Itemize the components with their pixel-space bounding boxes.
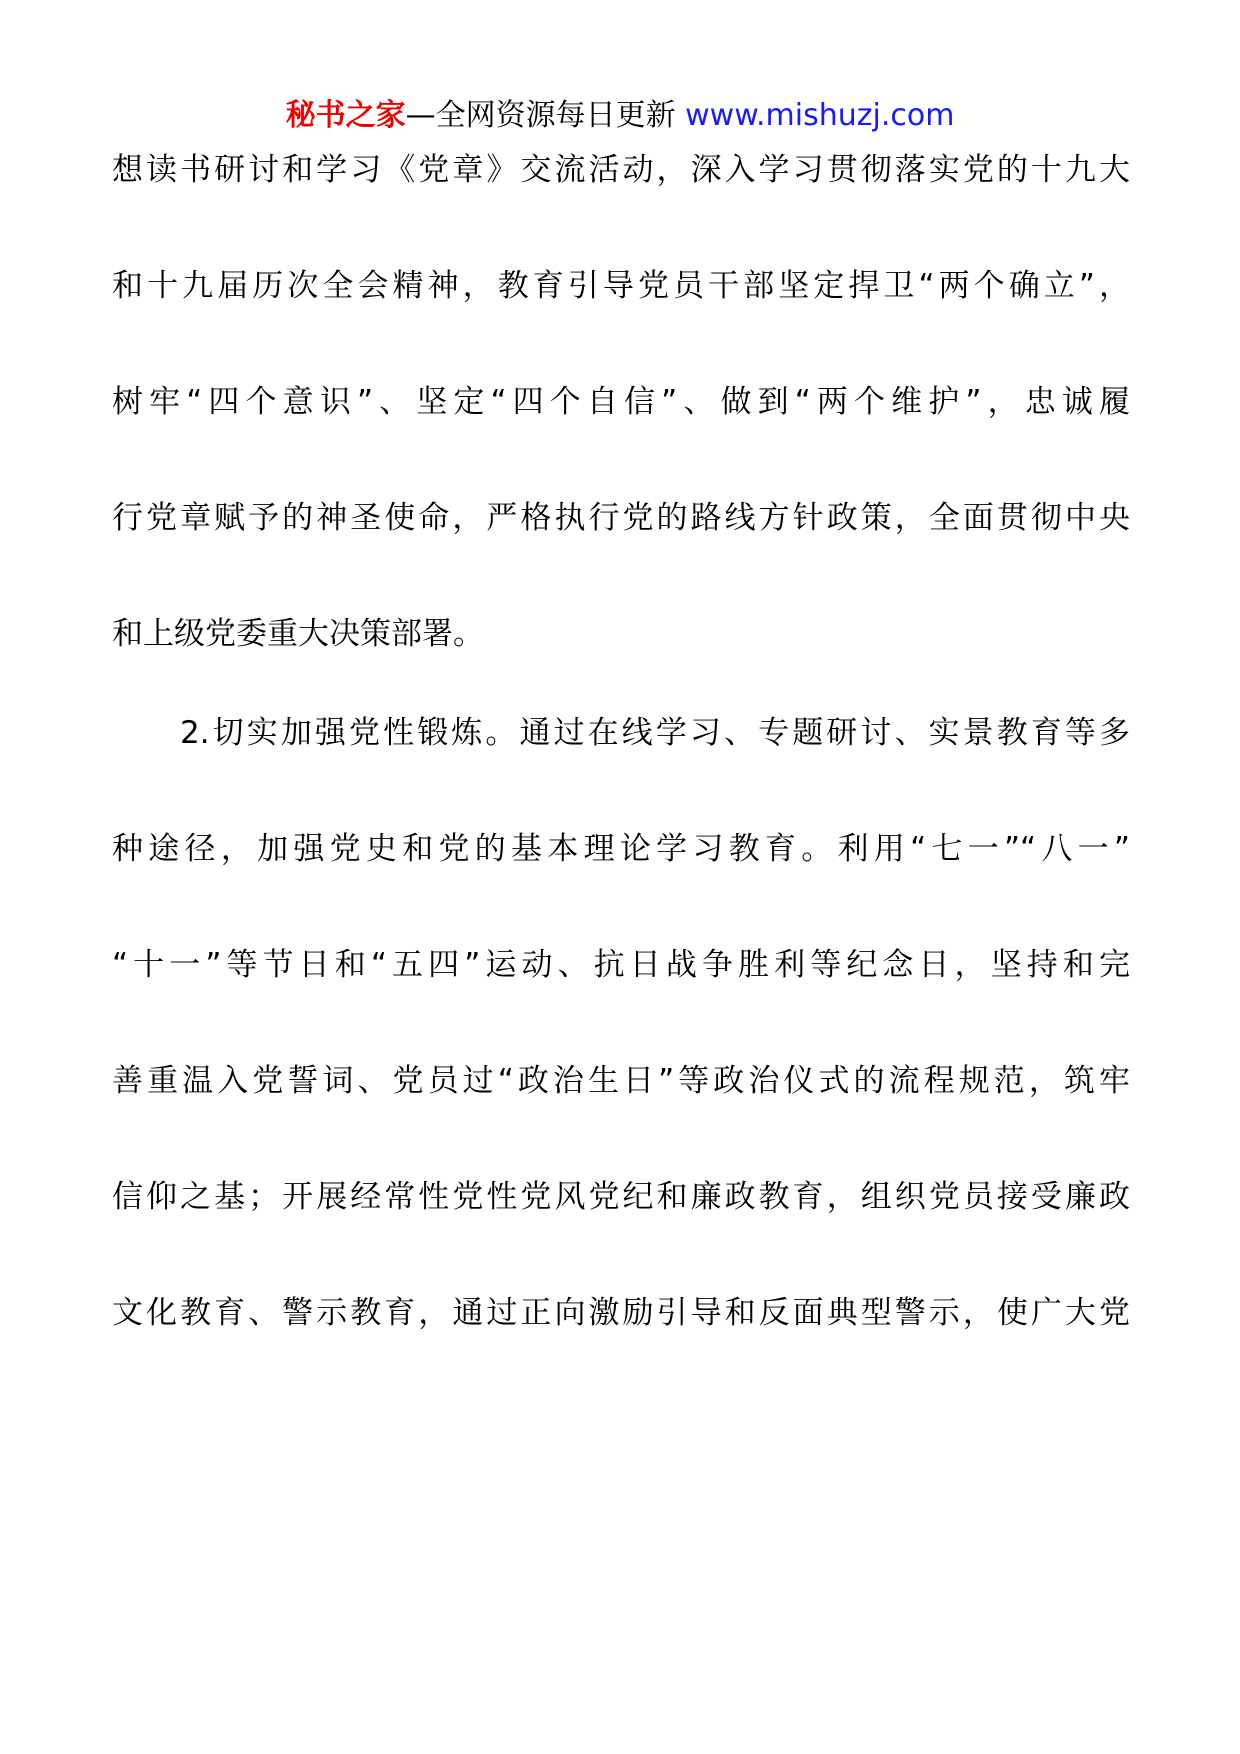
site-brand: 秘书之家 bbox=[285, 98, 406, 133]
site-header bbox=[0, 96, 1240, 136]
body-text-line-7: 种途径，加强党史和党的基本理论学习教育。利用“七一”“八一” bbox=[112, 831, 1130, 867]
body-text-line-4: 行党章赋予的神圣使命，严格执行党的路线方针政策，全面贯彻中央 bbox=[112, 500, 1130, 536]
paragraph-2-first-line: 2.切实加强党性锻炼。通过在线学习、专题研讨、实景教育等多 bbox=[180, 715, 1130, 751]
body-text-line-11: 文化教育、警示教育，通过正向激励引导和反面典型警示，使广大党 bbox=[112, 1295, 1130, 1331]
site-tagline: —全网资源每日更新 bbox=[405, 98, 676, 133]
body-text-line-3: 树牢“四个意识”、坚定“四个自信”、做到“两个维护”，忠诚履 bbox=[112, 384, 1130, 420]
body-text-line-2: 和十九届历次全会精神，教育引导党员干部坚定捍卫“两个确立”， bbox=[112, 268, 1130, 304]
body-text-line-9: 善重温入党誓词、党员过“政治生日”等政治仪式的流程规范，筑牢 bbox=[112, 1063, 1130, 1099]
body-text-line-1: 想读书研讨和学习《党章》交流活动，深入学习贯彻落实党的十九大 bbox=[112, 152, 1130, 188]
body-text-line-5: 和上级党委重大决策部署。 bbox=[112, 616, 484, 652]
body-text-line-8: “十一”等节日和“五四”运动、抗日战争胜利等纪念日，坚持和完 bbox=[112, 947, 1130, 983]
body-text-line-10: 信仰之基；开展经常性党性党风党纪和廉政教育，组织党员接受廉政 bbox=[112, 1179, 1130, 1215]
site-url-link[interactable]: www.mishuzj.com bbox=[685, 98, 955, 133]
